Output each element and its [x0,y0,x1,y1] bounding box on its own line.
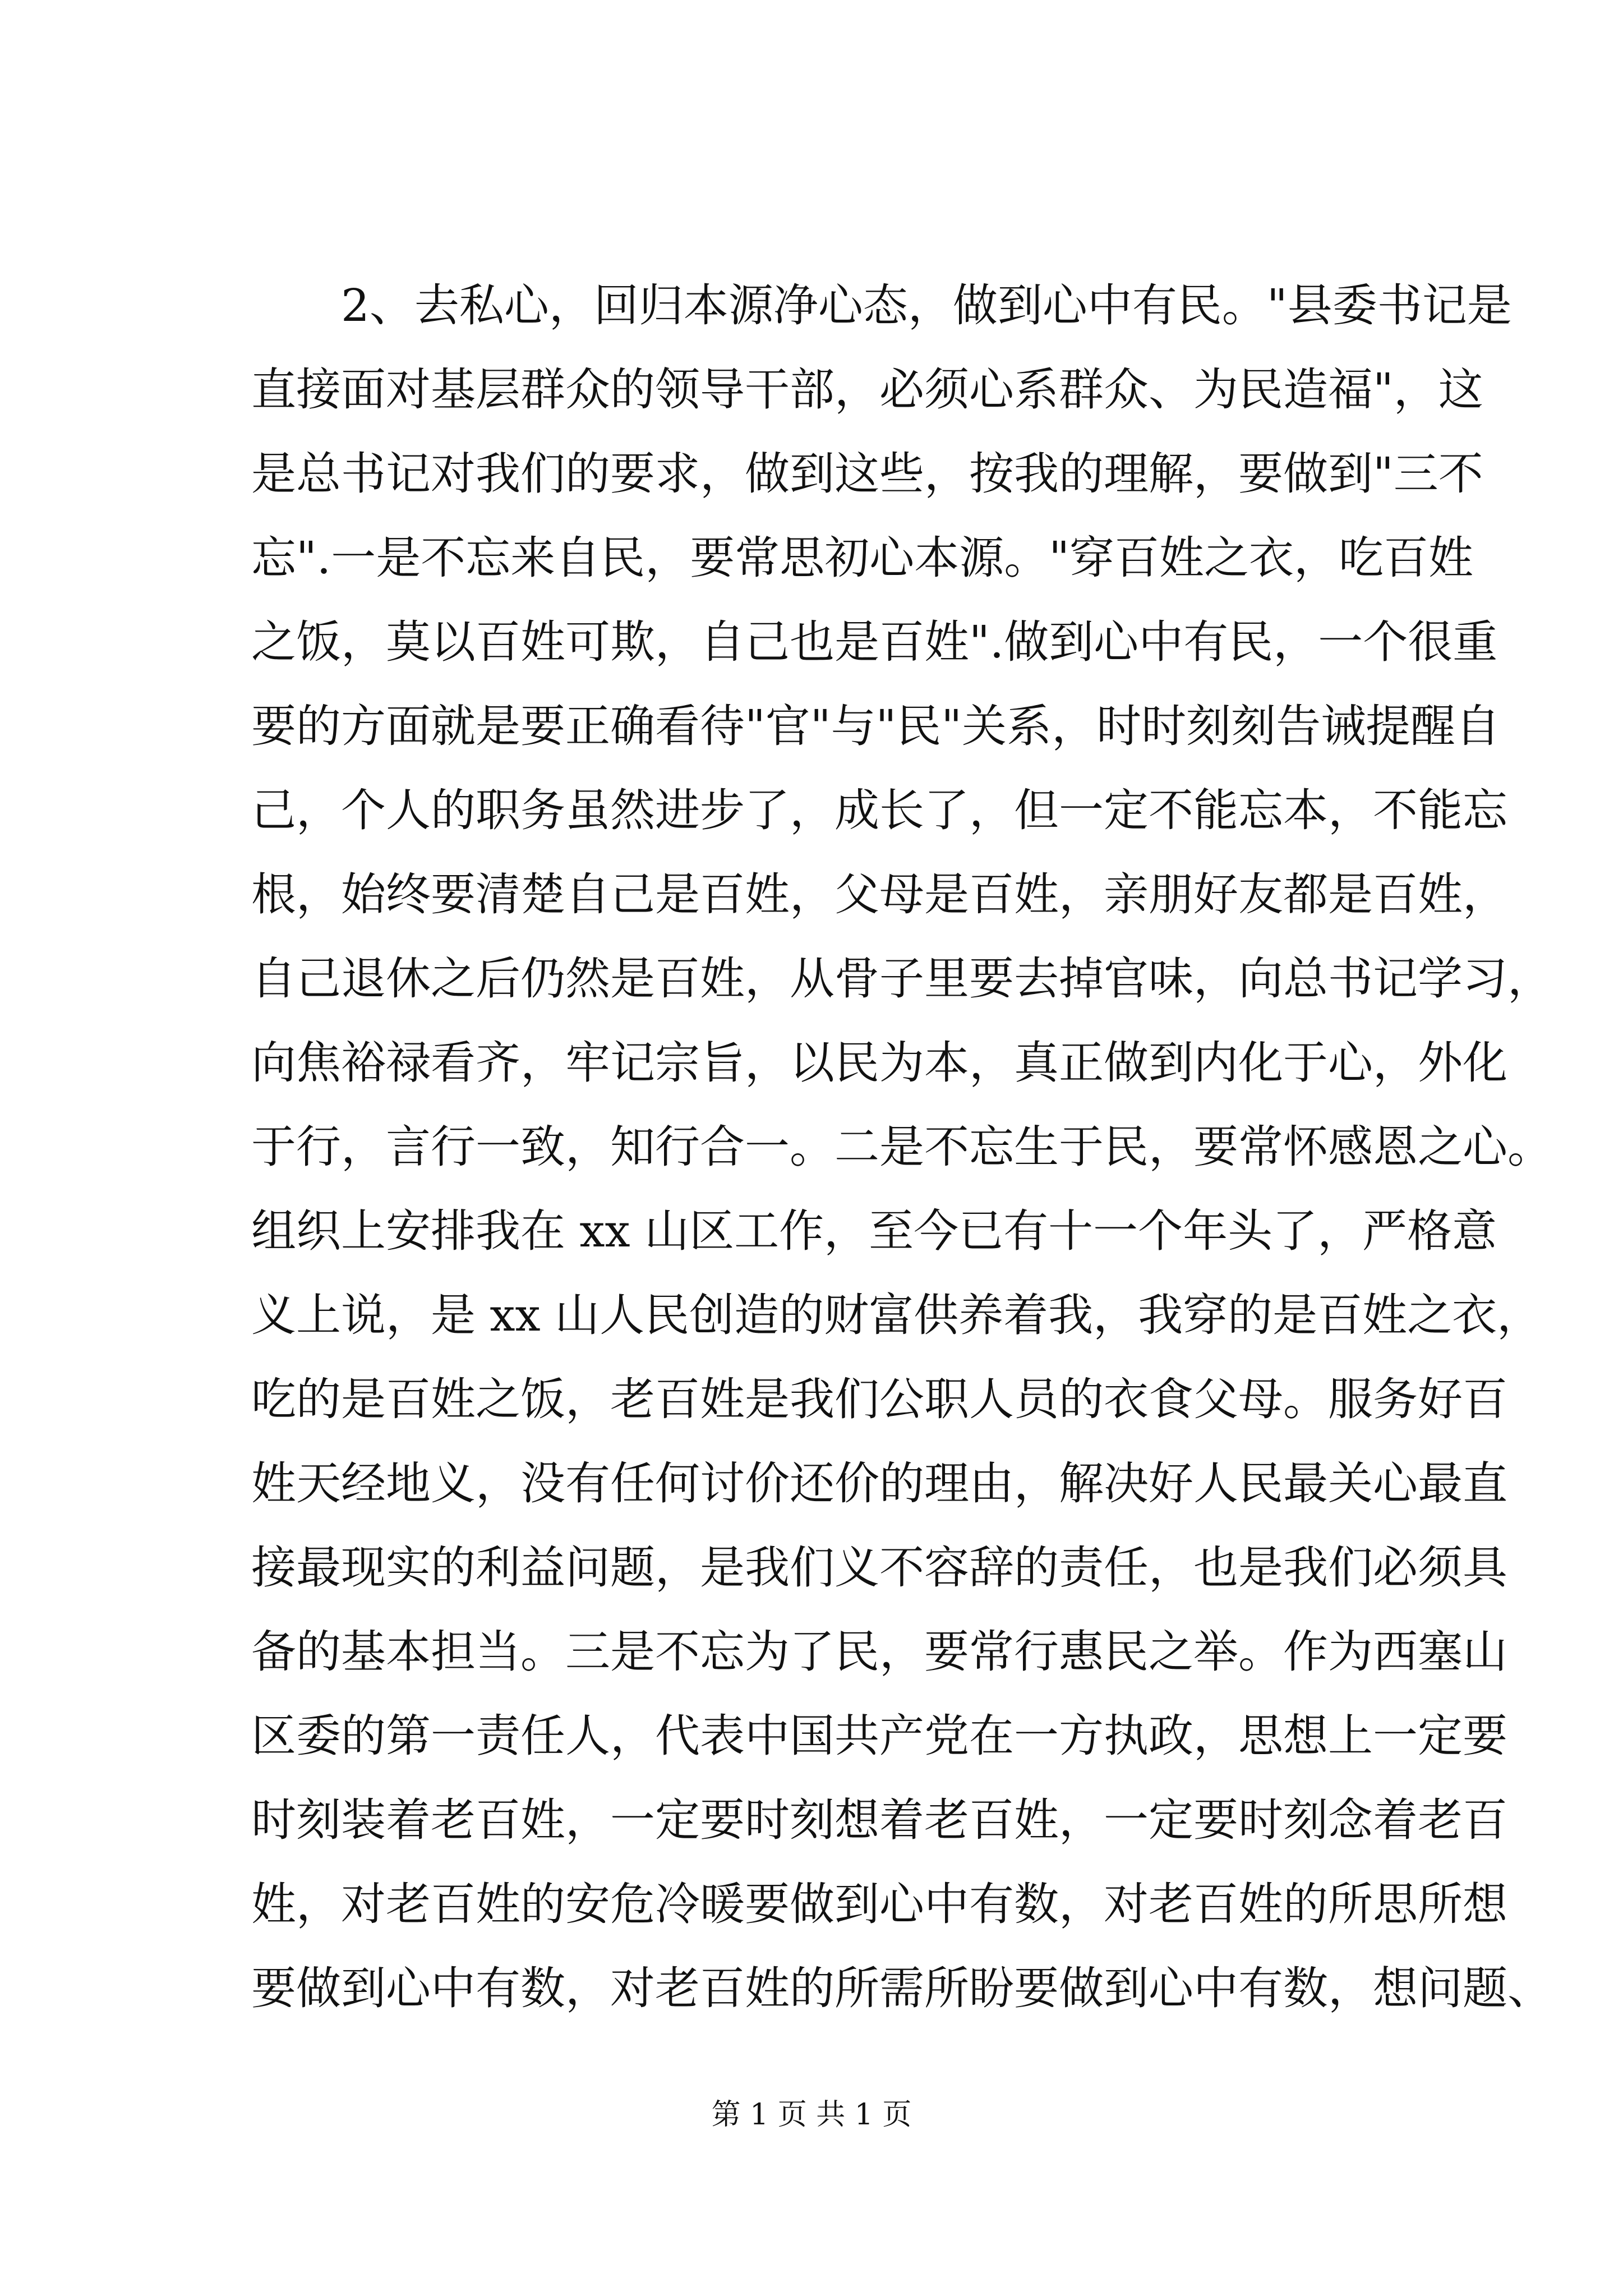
text-line: 姓，对老百姓的安危冷暖要做到心中有数，对老百姓的所思所想 [251,1878,1507,1930]
text-line: 区委的第一责任人，代表中国共产党在一方执政，思想上一定要 [251,1710,1507,1762]
text-line: 接最现实的利益问题，是我们义不容辞的责任，也是我们必须具 [251,1542,1507,1594]
text-line: 于行，言行一致，知行合一。二是不忘生于民，要常怀感恩之心。 [251,1121,1552,1173]
text-line: 自己退休之后仍然是百姓，从骨子里要去掉官味，向总书记学习， [251,953,1552,1005]
text-line: 向焦裕禄看齐，牢记宗旨，以民为本，真正做到内化于心，外化 [251,1037,1507,1089]
text-line: 备的基本担当。三是不忘为了民，要常行惠民之举。作为西塞山 [251,1626,1507,1678]
text-line: 义上说，是 xx 山人民创造的财富供养着我，我穿的是百姓之衣， [251,1289,1542,1341]
text-line: 时刻装着老百姓，一定要时刻想着老百姓，一定要时刻念着老百 [251,1794,1507,1846]
text-line: 姓天经地义，没有任何讨价还价的理由，解决好人民最关心最直 [251,1457,1507,1510]
text-line: 直接面对基层群众的领导干部，必须心系群众、为民造福"，这 [251,364,1483,416]
text-line: 之饭，莫以百姓可欺，自己也是百姓".做到心中有民，一个很重 [251,616,1498,668]
text-line: 忘".一是不忘来自民，要常思初心本源。"穿百姓之衣，吃百姓 [251,532,1474,584]
text-line: 要做到心中有数，对老百姓的所需所盼要做到心中有数，想问题、 [251,1962,1552,2014]
text-line: 根，始终要清楚自己是百姓，父母是百姓，亲朋好友都是百姓， [251,868,1507,921]
body-paragraph [251,264,1552,2031]
text-line: 组织上安排我在 xx 山区工作，至今已有十一个年头了，严格意 [251,1205,1497,1257]
text-line: 吃的是百姓之饭，老百姓是我们公职人员的衣食父母。服务好百 [251,1373,1507,1425]
page-number-footer: 第 1 页 共 1 页 [711,2098,912,2132]
text-line: 2、去私心，回归本源净心态，做到心中有民。"县委书记是 [341,279,1512,332]
text-line: 要的方面就是要正确看待"官"与"民"关系，时时刻刻告诫提醒自 [251,700,1501,752]
text-line: 是总书记对我们的要求，做到这些，按我的理解，要做到"三不 [251,448,1483,500]
text-line: 己，个人的职务虽然进步了，成长了，但一定不能忘本，不能忘 [251,784,1507,836]
